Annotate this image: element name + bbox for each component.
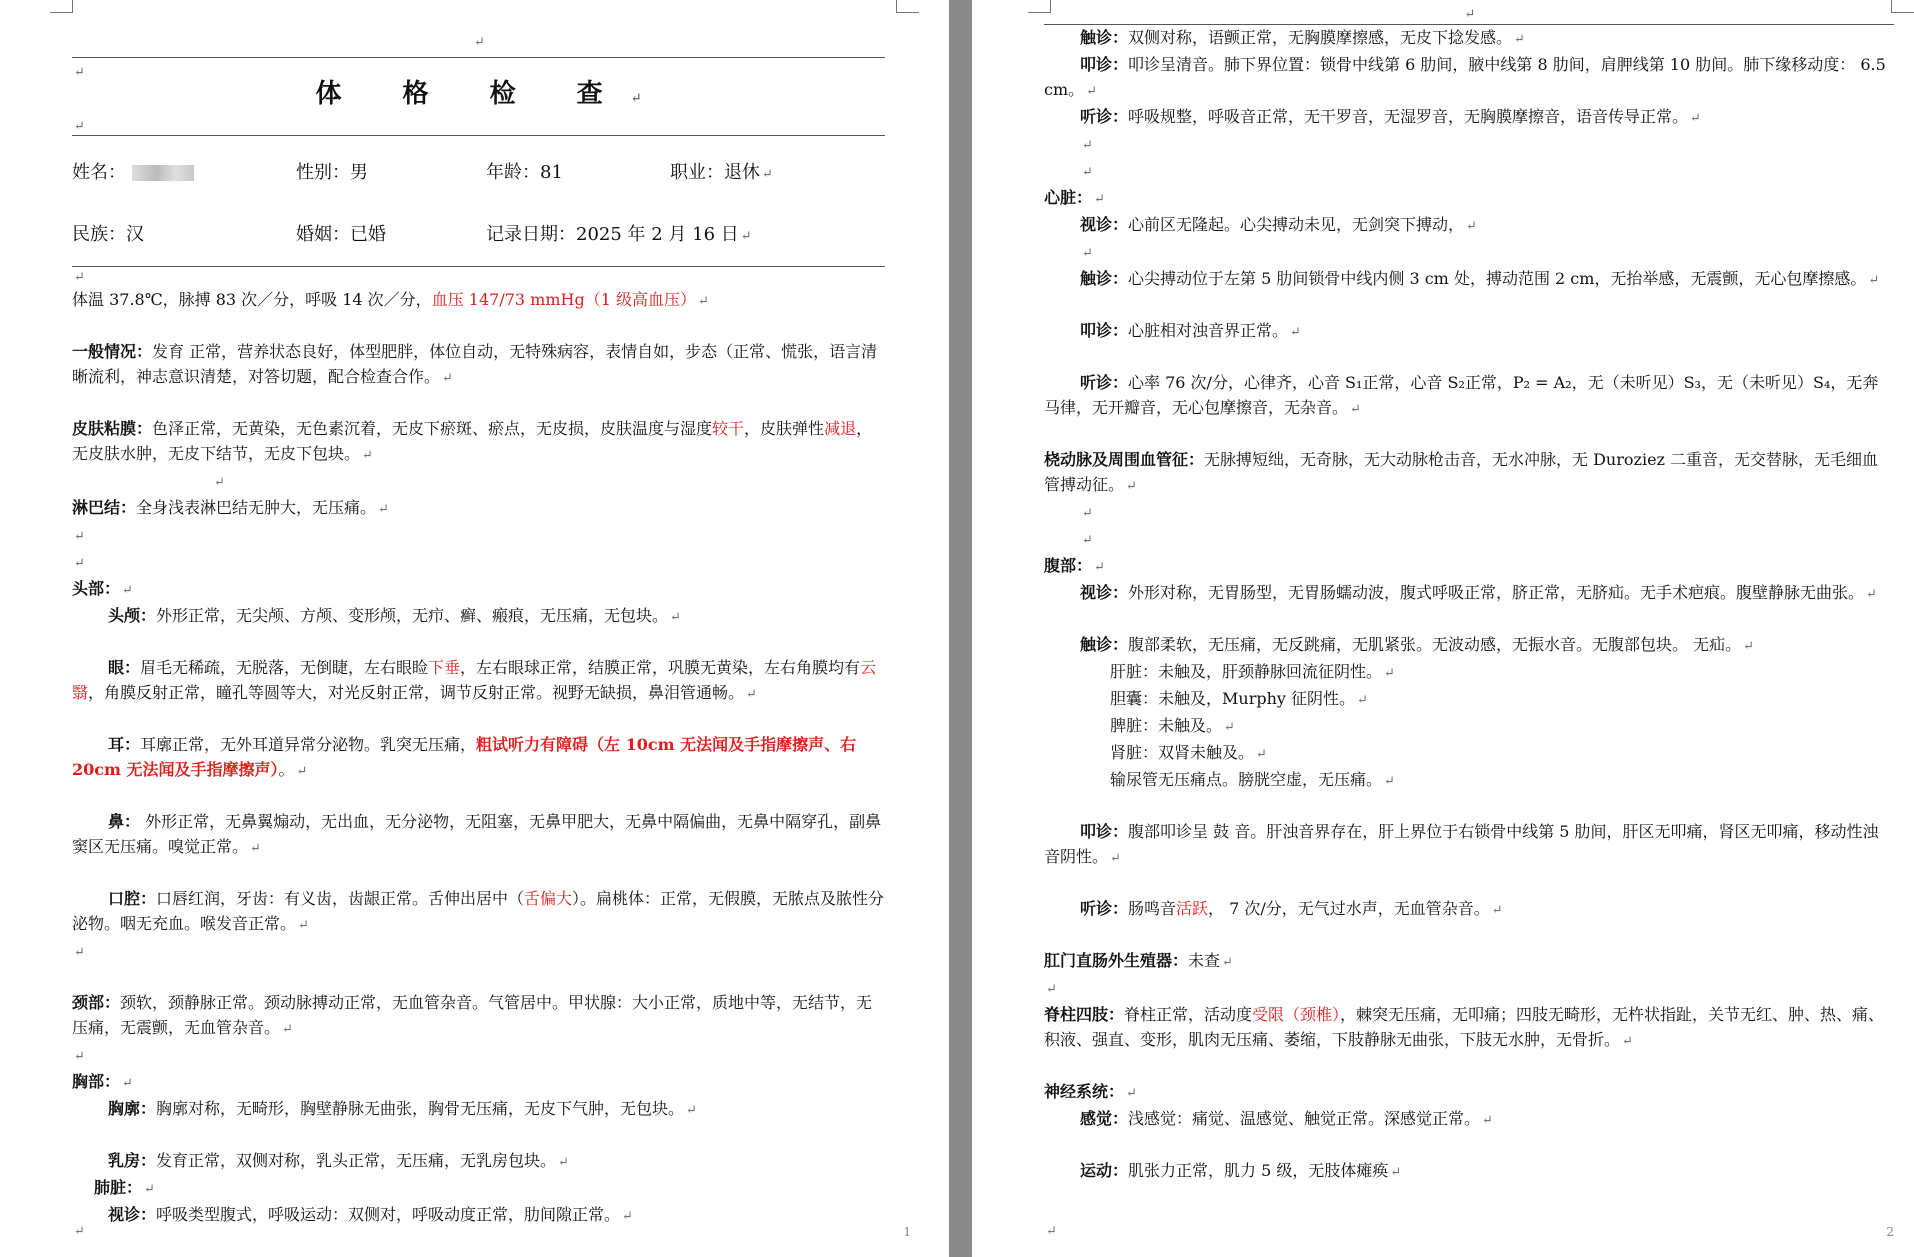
paragraph-mark: ↵ xyxy=(74,529,85,544)
paragraph-mark: ↵ xyxy=(1290,325,1301,340)
crop-mark xyxy=(1891,0,1914,13)
paragraph-mark: ↵ xyxy=(697,294,709,309)
lymph-nodes xyxy=(72,495,885,522)
skull-text: 外形正常，无尖颅、方颅、变形颅，无疖、癣、瘢痕，无压痛，无包块。 xyxy=(156,606,669,625)
eye-text: ，角膜反射正常，瞳孔等圆等大，对光反射正常，调节反射正常。视野无缺损，鼻泪管通畅。 xyxy=(88,683,745,702)
heart-percussion-text: 心脏相对浊音界正常。 xyxy=(1128,321,1289,340)
breast xyxy=(72,1148,885,1175)
eye-text: 眉毛无稀疏，无脱落，无倒睫，左右眼睑 xyxy=(140,658,429,677)
spine-limbs xyxy=(1044,1002,1894,1054)
paragraph-mark: ↵ xyxy=(442,371,453,386)
paragraph-mark: ↵ xyxy=(740,229,752,244)
subsection-label: 听诊： xyxy=(1080,899,1129,918)
lymph-text: 全身浅表淋巴结无肿大，无压痛。 xyxy=(136,498,377,517)
paragraph-mark: ↵ xyxy=(1357,693,1368,708)
paragraph-mark: ↵ xyxy=(1222,955,1233,970)
thorax xyxy=(72,1096,885,1123)
section-label: 脊柱四肢： xyxy=(1044,1005,1125,1024)
heart-section xyxy=(1044,185,1894,212)
subsection-label: 视诊： xyxy=(108,1205,157,1224)
paragraph-mark: ↵ xyxy=(1622,1034,1633,1049)
paragraph-mark: ↵ xyxy=(1256,747,1267,762)
skin-abnormal: 较干 xyxy=(712,419,745,438)
section-label: 头部： xyxy=(72,579,121,598)
ears xyxy=(72,732,885,784)
lung-percussion-text: 叩诊呈清音。肺下界位置：锁骨中线第 6 肋间，腋中线第 8 肋间，肩胛线第 10 肋间。肺下缘移动度： 6.5 cm。 xyxy=(1044,55,1886,99)
spine-abnormal: 受限（颈椎） xyxy=(1252,1005,1341,1024)
eye-abnormal: 下垂 xyxy=(428,658,461,677)
paragraph-mark: ↵ xyxy=(1350,402,1361,417)
paragraph-mark: ↵ xyxy=(1086,84,1098,99)
vitals xyxy=(72,287,885,314)
lung-auscultation-text: 呼吸规整，呼吸音正常，无干罗音，无湿罗音，无胸膜摩擦音，语音传导正常。 xyxy=(1128,107,1689,126)
kidney-text: 肾脏：双肾未触及。 xyxy=(1110,743,1255,762)
lung-section xyxy=(72,1175,885,1202)
heart-inspection xyxy=(1044,212,1894,239)
bowel-sound-abnormal: 活跃 xyxy=(1176,899,1209,918)
section-label: 心脏： xyxy=(1044,188,1093,207)
abdomen-percussion-text: 腹部叩诊呈 鼓 音。肝浊音界存在，肝上界位于右锁骨中线第 5 肋间，肝区无叩痛，肾区无叩痛，移动性浊音阴性。 xyxy=(1044,822,1879,866)
subsection-label: 胸廓： xyxy=(108,1099,157,1118)
skin-text: ，无皮肤水肿，无皮下结节，无皮下包块。 xyxy=(72,419,873,463)
blood-pressure: 血压 147/73 mmHg（1 级高血压） xyxy=(431,290,696,309)
abdomen-percussion xyxy=(1044,819,1894,871)
page-number: 1 xyxy=(903,1225,911,1239)
page-gap xyxy=(949,0,972,1257)
marriage-field: 婚姻：已婚 xyxy=(296,224,386,245)
neck xyxy=(72,990,885,1042)
subsection-label: 肺脏： xyxy=(94,1178,143,1197)
paragraph-mark: ↵ xyxy=(474,35,485,50)
paragraph-mark: ↵ xyxy=(1110,851,1121,866)
spleen-text: 脾脏：未触及。 xyxy=(1110,716,1223,735)
section-label: 肛门直肠外生殖器： xyxy=(1044,951,1189,970)
paragraph-mark: ↵ xyxy=(144,1182,155,1197)
paragraph-mark: ↵ xyxy=(1094,560,1105,575)
paragraph-mark: ↵ xyxy=(1690,111,1701,126)
lung-inspection xyxy=(72,1202,885,1229)
sensation-text: 浅感觉：痛觉、温感觉、触觉正常。深感觉正常。 xyxy=(1128,1109,1481,1128)
abdomen-inspection xyxy=(1044,580,1894,607)
skull xyxy=(72,603,885,630)
heart-inspection-text: 心前区无隆起。心尖搏动未见，无剑突下搏动， xyxy=(1128,215,1465,234)
paragraph-mark: ↵ xyxy=(1046,1224,1057,1239)
abdomen-auscultation-text: ， 7 次/分，无气过水声，无血管杂音。 xyxy=(1208,899,1490,918)
subsection-label: 视诊： xyxy=(1080,215,1129,234)
gallbladder xyxy=(1044,686,1894,713)
heart-palpation-text: 心尖搏动位于左第 5 肋间锁骨中线内侧 3 cm 处，搏动范围 2 cm，无抬举感，无震颤，无心包摩擦感。 xyxy=(1128,269,1867,288)
subsection-label: 鼻： xyxy=(108,812,141,831)
ear-abnormal: 粗试听力有障碍（左 10cm 无法闻及手指摩擦声、右 20cm 无法闻及手指摩擦声） xyxy=(72,735,857,779)
paragraph-mark: ↵ xyxy=(1224,720,1235,735)
lung-palpation xyxy=(1044,25,1894,52)
paragraph-mark: ↵ xyxy=(74,945,85,960)
section-label: 皮肤粘膜： xyxy=(72,419,153,438)
paragraph-mark: ↵ xyxy=(1126,1086,1137,1101)
general-text: 发育 正常，营养状态良好，体型肥胖，体位自动，无特殊病容，表情自如，步态（正常、慌张，语言清晰流利，神志意识清楚，对答切题，配合检查合作。 xyxy=(72,342,878,386)
section-label: 胸部： xyxy=(72,1072,121,1091)
paragraph-mark: ↵ xyxy=(1491,903,1503,918)
subsection-label: 触诊： xyxy=(1080,28,1129,47)
crop-mark xyxy=(50,0,73,13)
name-label: 姓名： xyxy=(72,162,126,183)
subsection-label: 叩诊： xyxy=(1080,321,1129,340)
mouth-abnormal: 舌偏大 xyxy=(524,889,573,908)
section-label: 桡动脉及周围血管征： xyxy=(1044,450,1205,469)
heart-palpation xyxy=(1044,266,1894,293)
heart-auscultation-text: 心率 76 次/分，心律齐，心音 S₁正常，心音 S₂正常，P₂ = A₂，无（未听见）S₃，无（未听见）S₄，无奔马律，无开瓣音，无心包摩擦音，无杂音。 xyxy=(1044,373,1879,417)
spine-text: 脊柱正常，活动度 xyxy=(1124,1005,1253,1024)
paragraph-mark: ↵ xyxy=(1482,1113,1493,1128)
document-page-2 xyxy=(972,0,1914,1257)
liver-text: 肝脏：未触及，肝颈静脉回流征阴性。 xyxy=(1110,662,1383,681)
job-text: 职业：退休 xyxy=(670,162,760,183)
page-2-content xyxy=(1044,6,1894,1185)
eyes xyxy=(72,655,885,707)
lung-palpation-text: 双侧对称，语颤正常，无胸膜摩擦感，无皮下捻发感。 xyxy=(1128,28,1513,47)
abdomen-section xyxy=(1044,553,1894,580)
paragraph-mark: ↵ xyxy=(74,1224,85,1239)
section-label: 神经系统： xyxy=(1044,1082,1125,1101)
paragraph-mark: ↵ xyxy=(630,91,642,106)
sensation xyxy=(1044,1106,1894,1133)
eye-text: ，左右眼球正常，结膜正常，巩膜无黄染，左右角膜均有 xyxy=(460,658,861,677)
paragraph-mark: ↵ xyxy=(122,583,133,598)
record-date-text: 记录日期：2025 年 2 月 16 日 xyxy=(486,224,739,245)
abdomen-auscultation xyxy=(1044,896,1894,923)
peripheral-vessels xyxy=(1044,447,1894,499)
head-section xyxy=(72,576,885,603)
paragraph-mark: ↵ xyxy=(122,1076,133,1091)
subsection-label: 视诊： xyxy=(1080,583,1129,602)
kidney xyxy=(1044,740,1894,767)
general-condition xyxy=(72,339,885,391)
ethnic-field: 民族：汉 xyxy=(72,224,144,245)
patient-info-row-1 xyxy=(72,156,885,190)
anal-text: 未查 xyxy=(1188,951,1221,970)
breast-text: 发育正常，双侧对称，乳头正常，无压痛，无乳房包块。 xyxy=(156,1151,557,1170)
paragraph-mark: ↵ xyxy=(670,610,681,625)
ureter-text: 输尿管无压痛点。膀胱空虚，无压痛。 xyxy=(1110,770,1383,789)
paragraph-mark: ↵ xyxy=(1082,533,1093,548)
nose-text: 外形正常，无鼻翼煽动，无出血，无分泌物，无阻塞，无鼻甲肥大，无鼻中隔偏曲，无鼻中隔穿孔，副鼻窦区无压痛。嗅觉正常。 xyxy=(72,812,882,856)
mouth-text: ）。扁桃体：正常，无假膜，无脓点及脓性分泌物。咽无充血。喉发音正常。 xyxy=(72,889,885,933)
vessel-text: 无脉搏短绌，无奇脉，无大动脉枪击音，无水冲脉，无 Duroziez 二重音，无交替脉，无毛细血管搏动征。 xyxy=(1044,450,1879,494)
redacted-name xyxy=(132,165,194,181)
paragraph-mark: ↵ xyxy=(1384,774,1395,789)
paragraph-mark: ↵ xyxy=(622,1209,633,1224)
crop-mark xyxy=(896,0,919,13)
neck-text: 颈软，颈静脉正常。颈动脉搏动正常，无血管杂音。气管居中。甲状腺：大小正常，质地中等，无结节，无压痛，无震颤，无血管杂音。 xyxy=(72,993,873,1037)
heart-percussion xyxy=(1044,318,1894,345)
age-field: 年龄：81 xyxy=(486,162,563,183)
paragraph-mark: ↵ xyxy=(298,918,309,933)
section-label: 颈部： xyxy=(72,993,121,1012)
skin-text: 色泽正常，无黄染，无色素沉着，无皮下瘀斑、瘀点，无皮损，皮肤温度与湿度 xyxy=(152,419,713,438)
paragraph-mark: ↵ xyxy=(1866,587,1877,602)
paragraph-mark: ↵ xyxy=(1082,506,1093,521)
page-title xyxy=(72,69,885,119)
paragraph-mark: ↵ xyxy=(282,1022,293,1037)
document-page-1 xyxy=(0,0,949,1257)
paragraph-mark: ↵ xyxy=(214,475,225,490)
paragraph-mark: ↵ xyxy=(1094,192,1105,207)
subsection-label: 耳： xyxy=(108,735,141,754)
ear-text: 耳廓正常，无外耳道异常分泌物。乳突无压痛， xyxy=(140,735,477,754)
patient-info-row-2 xyxy=(72,218,885,252)
paragraph-mark: ↵ xyxy=(1082,246,1093,261)
ear-text: 。 xyxy=(278,760,295,779)
thorax-text: 胸廓对称，无畸形，胸壁静脉无曲张，胸骨无压痛，无皮下气肿，无包块。 xyxy=(156,1099,685,1118)
paragraph-mark: ↵ xyxy=(1082,138,1093,153)
lung-auscultation xyxy=(1044,104,1894,131)
paragraph-mark: ↵ xyxy=(250,841,261,856)
anal-genital xyxy=(1044,948,1894,975)
subsection-label: 口腔： xyxy=(108,889,157,908)
title-text: 体 格 检 查 xyxy=(315,79,629,109)
subsection-label: 触诊： xyxy=(1080,635,1129,654)
paragraph-mark: ↵ xyxy=(1464,7,1476,22)
liver xyxy=(1044,659,1894,686)
subsection-label: 听诊： xyxy=(1080,373,1129,392)
name-field xyxy=(72,156,296,190)
paragraph-mark: ↵ xyxy=(74,65,85,80)
neuro-section xyxy=(1044,1079,1894,1106)
mouth xyxy=(72,886,885,938)
motor xyxy=(1044,1158,1894,1185)
paragraph-mark: ↵ xyxy=(1514,32,1525,47)
paragraph-mark: ↵ xyxy=(746,687,757,702)
subsection-label: 听诊： xyxy=(1080,107,1129,126)
spine-text: ，棘突无压痛，无叩痛；四肢无畸形，无杵状指趾，关节无红、肿、热、痛、积液、强直、变形，肌肉无压痛、萎缩，下肢静脉无曲张，下肢无水肿，无骨折。 xyxy=(1044,1005,1885,1049)
abdomen-inspection-text: 外形对称，无胃肠型，无胃肠蠕动波，腹式呼吸正常，脐正常，无脐疝。无手术疤痕。腹壁静脉无曲张。 xyxy=(1128,583,1865,602)
paragraph-mark: ↵ xyxy=(74,270,85,285)
paragraph-mark: ↵ xyxy=(74,1049,85,1064)
subsection-label: 感觉： xyxy=(1080,1109,1129,1128)
record-date-field xyxy=(486,218,752,252)
subsection-label: 眼： xyxy=(108,658,141,677)
paragraph-mark: ↵ xyxy=(74,556,85,571)
paragraph-mark: ↵ xyxy=(1046,982,1057,997)
eye-abnormal: 云翳 xyxy=(72,658,877,702)
subsection-label: 乳房： xyxy=(108,1151,157,1170)
abdomen-palpation-text: 腹部柔软，无压痛，无反跳痛，无肌紧张。无波动感，无振水音。无腹部包块。 无疝。 xyxy=(1128,635,1742,654)
paragraph-mark: ↵ xyxy=(1466,219,1477,234)
spleen xyxy=(1044,713,1894,740)
subsection-label: 叩诊： xyxy=(1080,822,1129,841)
paragraph-mark: ↵ xyxy=(296,764,308,779)
abdomen-palpation xyxy=(1044,632,1894,659)
paragraph-mark: ↵ xyxy=(1868,273,1880,288)
gender-field: 性别：男 xyxy=(296,162,368,183)
chest-section xyxy=(72,1069,885,1096)
nose xyxy=(72,809,885,861)
mouth-text: 口唇红润，牙齿：有义齿，齿龈正常。舌伸出居中（ xyxy=(156,889,525,908)
subsection-label: 头颅： xyxy=(108,606,157,625)
paragraph-mark: ↵ xyxy=(1126,479,1137,494)
skin-mucosa xyxy=(72,416,885,468)
gallbladder-text: 胆囊：未触及，Murphy 征阴性。 xyxy=(1110,689,1356,708)
subsection-label: 触诊： xyxy=(1080,269,1129,288)
subsection-label: 叩诊： xyxy=(1080,55,1129,74)
paragraph-mark: ↵ xyxy=(1390,1165,1402,1180)
lung-inspection-text: 呼吸类型腹式，呼吸运动：双侧对，呼吸动度正常，肋间隙正常。 xyxy=(156,1205,621,1224)
paragraph-mark: ↵ xyxy=(74,119,85,134)
section-label: 一般情况： xyxy=(72,342,153,361)
ureter xyxy=(1044,767,1894,794)
paragraph-mark: ↵ xyxy=(558,1155,569,1170)
section-label: 淋巴结： xyxy=(72,498,137,517)
page-number: 2 xyxy=(1886,1225,1894,1239)
section-label: 腹部： xyxy=(1044,556,1093,575)
subsection-label: 运动： xyxy=(1080,1161,1129,1180)
skin-abnormal: 减退 xyxy=(824,419,857,438)
job-field xyxy=(670,156,773,190)
paragraph-mark: ↵ xyxy=(686,1103,697,1118)
paragraph-mark: ↵ xyxy=(762,167,773,182)
paragraph-mark: ↵ xyxy=(1743,639,1755,654)
paragraph-mark: ↵ xyxy=(1384,666,1395,681)
abdomen-auscultation-text: 肠鸣音 xyxy=(1128,899,1177,918)
page-1-content xyxy=(72,28,885,1229)
skin-text: ，皮肤弹性 xyxy=(744,419,825,438)
heart-auscultation xyxy=(1044,370,1894,422)
paragraph-mark: ↵ xyxy=(1082,165,1093,180)
paragraph-mark: ↵ xyxy=(378,502,389,517)
paragraph-mark: ↵ xyxy=(362,448,373,463)
motor-text: 肌张力正常，肌力 5 级，无肢体瘫痪 xyxy=(1128,1161,1389,1180)
vitals-text: 体温 37.8℃，脉搏 83 次／分，呼吸 14 次／分， xyxy=(72,290,432,309)
lung-percussion xyxy=(1044,52,1894,104)
